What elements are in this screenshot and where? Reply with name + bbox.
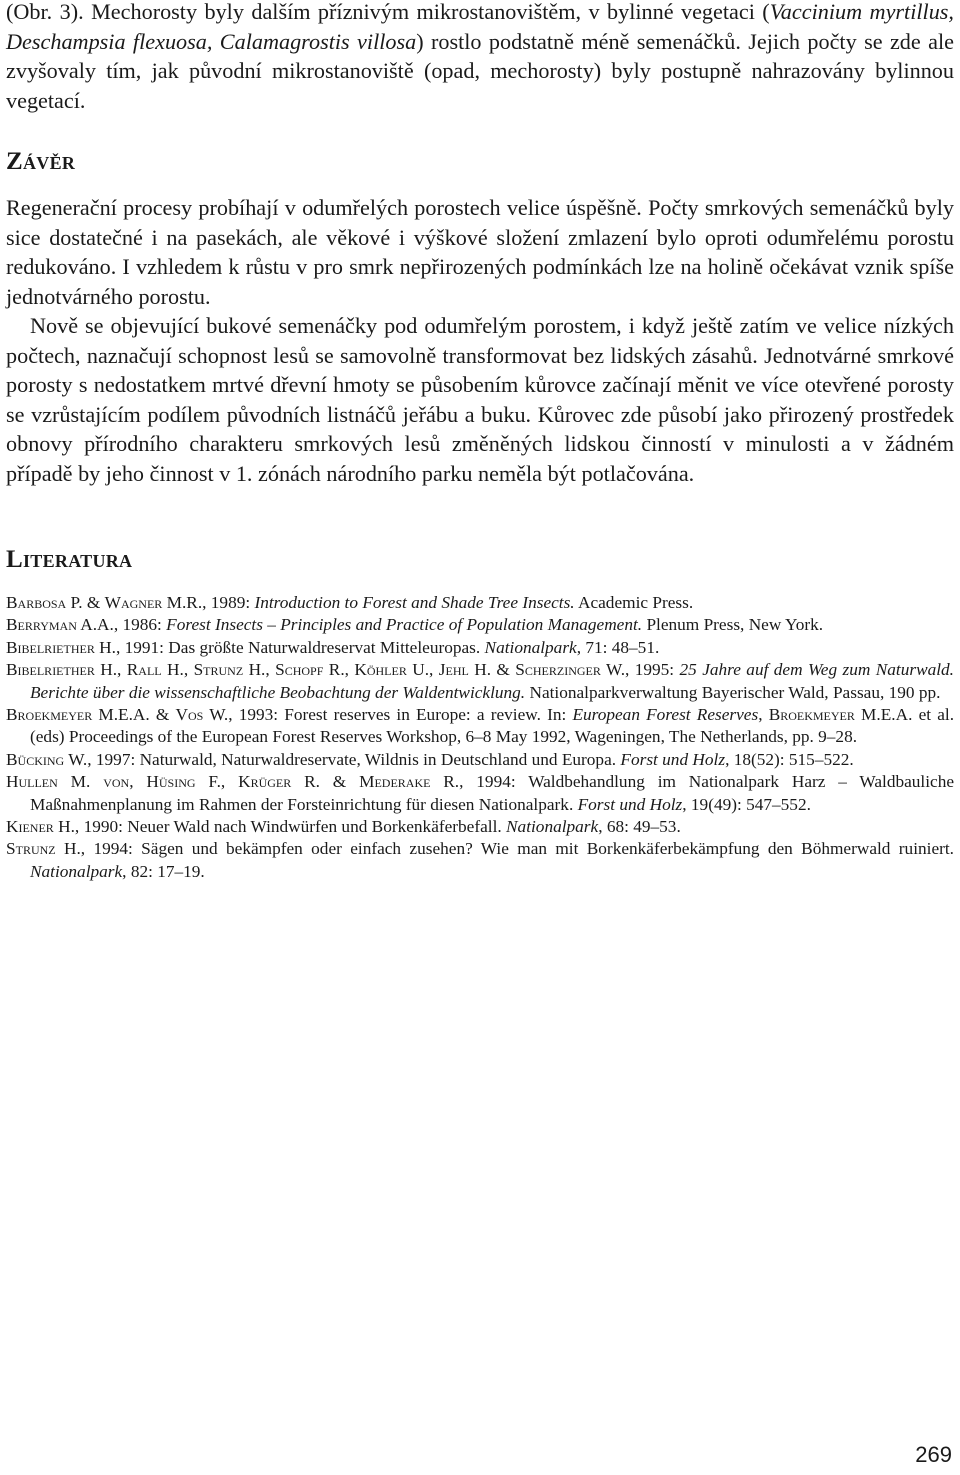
reference-item: Bibelriether H., 1991: Das größte Naturwaldreservat Mitteleuropas. Nationalpark, 71: 48–51. [6, 637, 660, 657]
conclusion-body [6, 193, 954, 488]
intro-text-end: ) rostlo podstatně méně semenáčků. Jejich počty se zde ale zvyšovaly tím, jak původní mikrostanoviště (opad, mechorosty) byly postupně nahrazovány bylinnou vegetací. [6, 28, 954, 113]
intro-text: (Obr. 3). Mechorosty byly dalším příznivým mikrostanovištěm, v bylinné vegetaci ( [6, 0, 770, 24]
conclusion-paragraph-1: Regenerační procesy probíhají v odumřelých porostech velice úspěšně. Počty smrkových semenáčků byly sice dostatečné i na pasekách, ale věkové i výškové složení zmlazení bylo oproti odumřelému porostu redukováno. I vzhledem k růstu v pro smrk nepřirozených podmínkách lze na holině očekávat vznik spíše jednotvárného porostu. [6, 195, 954, 309]
reference-item: Barbosa P. & Wagner M.R., 1989: Introduction to Forest and Shade Tree Insects. Academic Press. [6, 593, 694, 612]
reference-item: Bücking W., 1997: Naturwald, Naturwaldreservate, Wildnis in Deutschland und Europa. Forst und Holz, 18(52): 515–522. [6, 749, 854, 769]
reference-item: Bibelriether H., Rall H., Strunz H., Schopf R., Köhler U., Jehl H. & Scherzinger W., 1995: 25 Jahre auf dem Weg zum Naturwald. Berichte über die wissenschaftliche Beobachtung der Waldentwicklung. Nationalparkverwaltung Bayerischer Wald, Passau, 190 pp. [6, 660, 954, 702]
reference-item: Strunz H., 1994: Sägen und bekämpfen oder einfach zusehen? Wie man mit Borkenkäferbekämpfung den Böhmerwald ruiniert. Nationalpark, 82: 17–19. [6, 839, 954, 881]
literature-heading: Literatura [6, 546, 133, 573]
reference-item: Kiener H., 1990: Neuer Wald nach Windwürfen und Borkenkäferbefall. Nationalpark, 68: 49–53. [6, 817, 681, 837]
reference-item: Broekmeyer M.E.A. & Vos W., 1993: Forest reserves in Europe: a review. In: European Forest Reserves, Broekmeyer M.E.A. et al. (eds) Proceedings of the European Forest Reserves Workshop, 6–8 May 1992, Wageningen, The Netherlands, pp. 9–28. [6, 705, 955, 747]
conclusion-paragraph-2: Nově se objevující bukové semenáčky pod odumřelým porostem, i když ještě zatím ve velice nízkých počtech, naznačují schopnost lesů se samovolně transformovat bez lidských zásahů. Jednotvárné smrkové porosty s nedostatkem mrtvé dřevní hmoty se působením kůrovce začínají měnit ve více otevřené porosty se vzrůstajícím podílem původních listnáčů jeřábu a buku. Kůrovec zde působí jako přirozený prostředek obnovy přírodního charakteru smrkových lesů změněných lidskou činností v minulosti a v žádném případě by jeho činnost v 1. zónách národního parku neměla být potlačována. [6, 313, 954, 486]
conclusion-heading: Závěr [6, 148, 76, 175]
reference-item: Hullen M. von, Hüsing F., Krüger R. & Mederake R., 1994: Waldbehandlung im Nationalpark Harz – Waldbauliche Maßnahmenplanung im Rahmen der Forsteinrichtung für diesen Nationalpark. Forst und Holz, 19(49): 547–552. [6, 772, 955, 814]
intro-paragraph [6, 0, 954, 115]
intro-species: Vaccinium myrtillus, Deschampsia flexuosa, Calamagrostis villosa [6, 0, 954, 54]
reference-item: Berryman A.A., 1986: Forest Insects – Principles and Practice of Population Management. Plenum Press, New York. [6, 615, 824, 635]
reference-list [6, 592, 954, 883]
page-number: 269 [915, 1442, 952, 1467]
